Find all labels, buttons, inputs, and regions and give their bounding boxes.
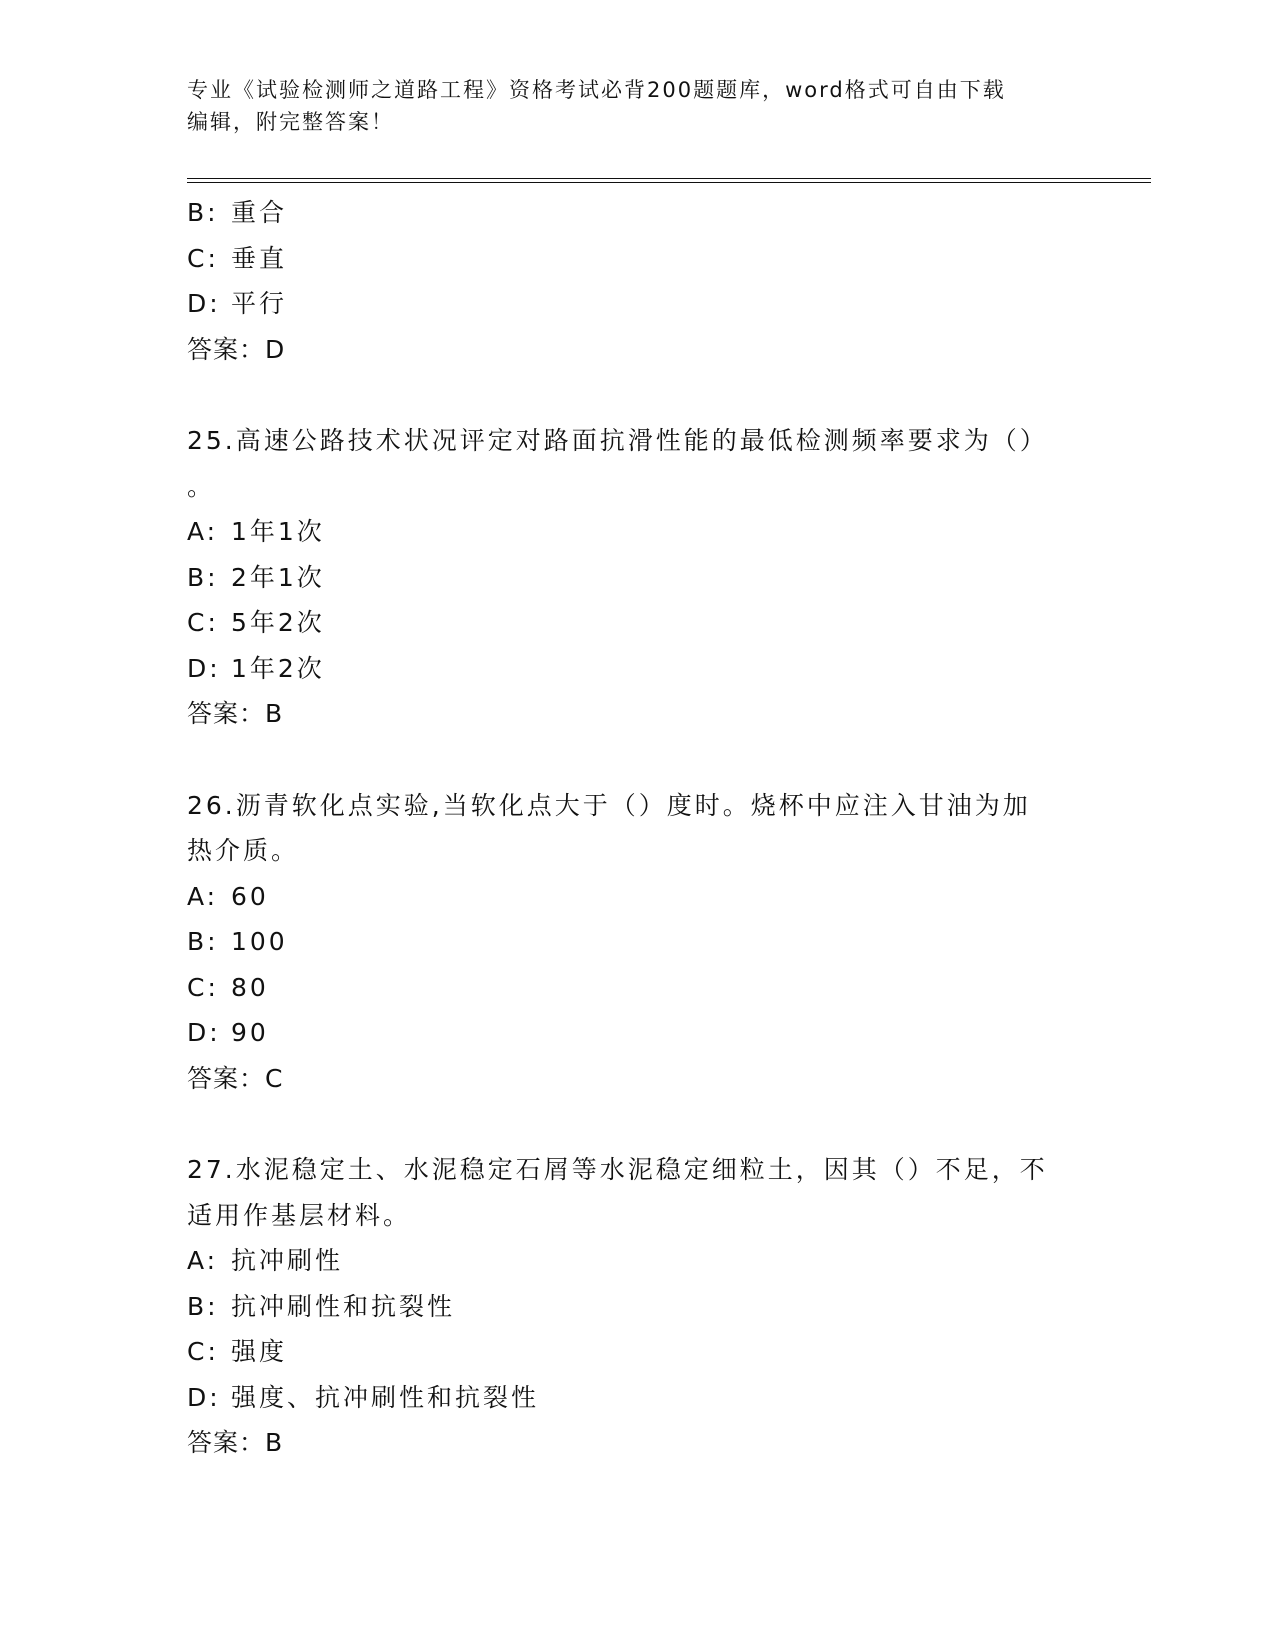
option-letter: C: (187, 243, 219, 273)
option-a (187, 509, 1087, 555)
spacer (187, 737, 1087, 783)
option-d (187, 1010, 1087, 1056)
answer-line: 答案：B (187, 699, 284, 728)
question-block-27 (187, 1147, 1087, 1466)
option-text: 5年2次 (231, 608, 325, 637)
option-text: 1年1次 (231, 517, 325, 546)
spacer (187, 372, 1087, 418)
option-b (187, 1284, 1087, 1330)
option-letter: D: (187, 653, 221, 683)
question-block-25 (187, 418, 1087, 737)
page-header (187, 74, 1087, 138)
option-c (187, 1329, 1087, 1375)
answer-line: 答案：C (187, 1063, 284, 1093)
option-text: 强度 (231, 1337, 288, 1366)
option-text: 平行 (231, 289, 288, 318)
option-text: 强度、抗冲刷性和抗裂性 (231, 1382, 540, 1412)
option-b (187, 919, 1087, 965)
option-letter: A: (187, 517, 219, 546)
header-divider-top (187, 178, 1151, 179)
option-c (187, 600, 1087, 646)
option-letter: B: (187, 1291, 219, 1321)
option-d (187, 646, 1087, 692)
option-text: 2年1次 (231, 562, 325, 592)
question-stem-line1: 25.高速公路技术状况评定对路面抗滑性能的最低检测频率要求为（） (187, 426, 1048, 455)
option-d (187, 281, 1087, 327)
option-letter: A: (187, 881, 219, 911)
prev-question-block (187, 190, 1087, 372)
option-letter: B: (187, 198, 219, 227)
question-stem-line1: 26.沥青软化点实验,当软化点大于（）度时。烧杯中应注入甘油为加 (187, 790, 1031, 820)
option-a (187, 1238, 1087, 1284)
option-letter: C: (187, 608, 219, 637)
option-letter: C: (187, 972, 219, 1002)
header-divider-bottom (187, 182, 1151, 183)
option-text: 80 (231, 972, 269, 1002)
option-b (187, 555, 1087, 601)
option-text: 重合 (231, 198, 288, 227)
question-stem-line2: 。 (187, 471, 216, 501)
option-letter: C: (187, 1337, 219, 1366)
option-a (187, 874, 1087, 920)
option-text: 1年2次 (231, 653, 325, 683)
option-c (187, 965, 1087, 1011)
option-text: 90 (231, 1018, 269, 1047)
option-letter: D: (187, 1018, 221, 1047)
option-text: 100 (231, 927, 288, 956)
option-text: 垂直 (231, 243, 288, 273)
option-letter: A: (187, 1246, 219, 1275)
option-text: 抗冲刷性和抗裂性 (231, 1291, 456, 1321)
option-letter: D: (187, 1382, 221, 1412)
option-letter: B: (187, 562, 219, 592)
spacer (187, 1101, 1087, 1147)
option-c (187, 236, 1087, 282)
option-text: 抗冲刷性 (231, 1246, 344, 1275)
question-stem-line1: 27.水泥稳定土、水泥稳定石屑等水泥稳定细粒土，因其（）不足，不 (187, 1155, 1048, 1184)
option-letter: D: (187, 289, 221, 318)
header-title-line2: 编辑，附完整答案！ (187, 110, 394, 134)
answer-line: 答案：D (187, 334, 286, 364)
answer-line: 答案：B (187, 1428, 284, 1457)
question-stem-line2: 适用作基层材料。 (187, 1200, 412, 1230)
option-d (187, 1375, 1087, 1421)
header-title-line1: 专业《试验检测师之道路工程》资格考试必背200题题库，word格式可自由下载 (187, 78, 1006, 102)
option-text: 60 (231, 881, 269, 911)
question-stem-line2: 热介质。 (187, 836, 300, 865)
option-b (187, 190, 1087, 236)
question-block-26 (187, 783, 1087, 1102)
question-list (187, 190, 1087, 1466)
option-letter: B: (187, 927, 219, 956)
